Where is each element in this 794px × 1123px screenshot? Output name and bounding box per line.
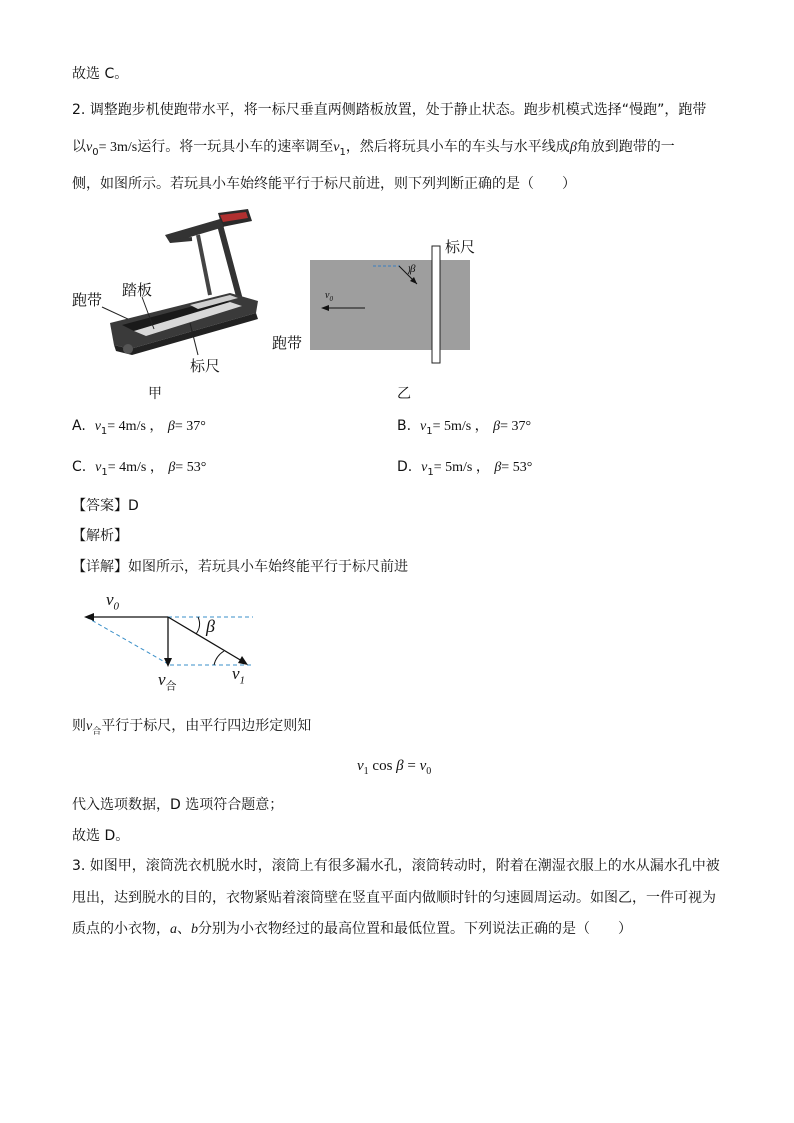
formula: $v_1$ $\cos \beta = v_0$ [357, 758, 432, 777]
v1-sub: 1 [339, 146, 346, 158]
label-beta-yi: β [410, 263, 416, 275]
vector-diagram [78, 590, 268, 700]
answer-tag: 【答案】 [72, 498, 128, 514]
figure-jia [70, 205, 270, 402]
belt-area [310, 260, 470, 350]
answer-line [72, 496, 139, 516]
v0-sub: 0 [92, 146, 99, 158]
vec-v0-label: $v_0$ [106, 590, 120, 613]
q2-stem-text1: 调整跑步机使跑带水平，将一标尺垂直两侧踏板放置，处于静止状态。跑步机模式选择“慢跑”，跑带 [89, 102, 707, 118]
v1-symbol: v [333, 140, 340, 155]
q3-line3: 质点的小衣物，a、b分别为小衣物经过的最高位置和最低位置。下列说法正确的是（ ） [72, 921, 632, 937]
label-biaochi-yi: 标尺 [445, 238, 476, 256]
vec-beta-label: β [206, 616, 215, 636]
detail-line [72, 557, 408, 577]
q2-stem-text2d: 角放到跑带的一 [576, 139, 675, 155]
analysis-tag: 【解析】 [72, 528, 128, 544]
v0-value: = 3m/s [98, 140, 138, 155]
beta-symbol: β [569, 140, 577, 155]
option-c[interactable]: C. $v_1= 4m/s$ ， β= 53° [72, 459, 207, 478]
label-taban: 踏板 [122, 281, 153, 299]
q2-stem-line2 [72, 137, 675, 163]
substitute-line: 代入选项数据，D 选项符合题意； [72, 797, 284, 813]
q2-stem-line1 [72, 100, 706, 120]
option-a[interactable]: A. $v_1= 4m/s$ ， β= 37° [72, 418, 206, 437]
then-line: 则$v_合$平行于标尺，由平行四边形定则知 [72, 718, 312, 737]
jia-leader-lines [70, 205, 270, 395]
q3-line2: 甩出，达到脱水的目的，衣物紧贴着滚筒壁在竖直平面内做顺时针的匀速圆周运动。如图乙，一件可视为 [72, 890, 716, 906]
option-b[interactable]: B. $v_1= 5m/s$ ， β= 37° [397, 418, 532, 437]
caption-jia: 甲 [148, 386, 162, 402]
q2-number: 2. [72, 102, 86, 118]
caption-yi: 乙 [397, 386, 411, 402]
conclusion-line: 故选 D。 [72, 828, 130, 844]
detail-tag: 【详解】 [72, 559, 128, 575]
q2-stem-text2c: ，然后将玩具小车的车头与水平线成 [345, 139, 570, 155]
prev-answer: 故选 C。 [72, 66, 129, 82]
vec-v1-label: $v_1$ [232, 664, 246, 687]
q2-stem-text2a: 以 [72, 139, 86, 155]
option-d[interactable]: D. $v_1= 5m/s$ ， β= 53° [397, 459, 533, 478]
label-biaochi-jia: 标尺 [190, 357, 221, 375]
label-paodai: 跑带 [72, 291, 103, 309]
vec-vhe-label: $v_合$ [158, 670, 177, 693]
label-v0-yi: $v_0$ [325, 290, 333, 303]
detail-text: 如图所示，若玩具小车始终能平行于标尺前进 [128, 559, 408, 575]
label-paodai-yi: 跑带 [272, 334, 303, 352]
figure-yi [272, 228, 505, 403]
q3-line1: 3. 如图甲，滚筒洗衣机脱水时，滚筒上有很多漏水孔，滚筒转动时，附着在潮湿衣服上的水从漏水孔中被 [72, 858, 720, 874]
q2-stem-line3: 侧，如图所示。若玩具小车始终能平行于标尺前进，则下列判断正确的是（ ） [72, 176, 576, 192]
answer-value: D [128, 498, 139, 514]
q2-stem-text2b: 运行。将一玩具小车的速率调至 [137, 139, 334, 155]
v0-symbol: v [86, 140, 93, 155]
ruler [432, 246, 440, 363]
